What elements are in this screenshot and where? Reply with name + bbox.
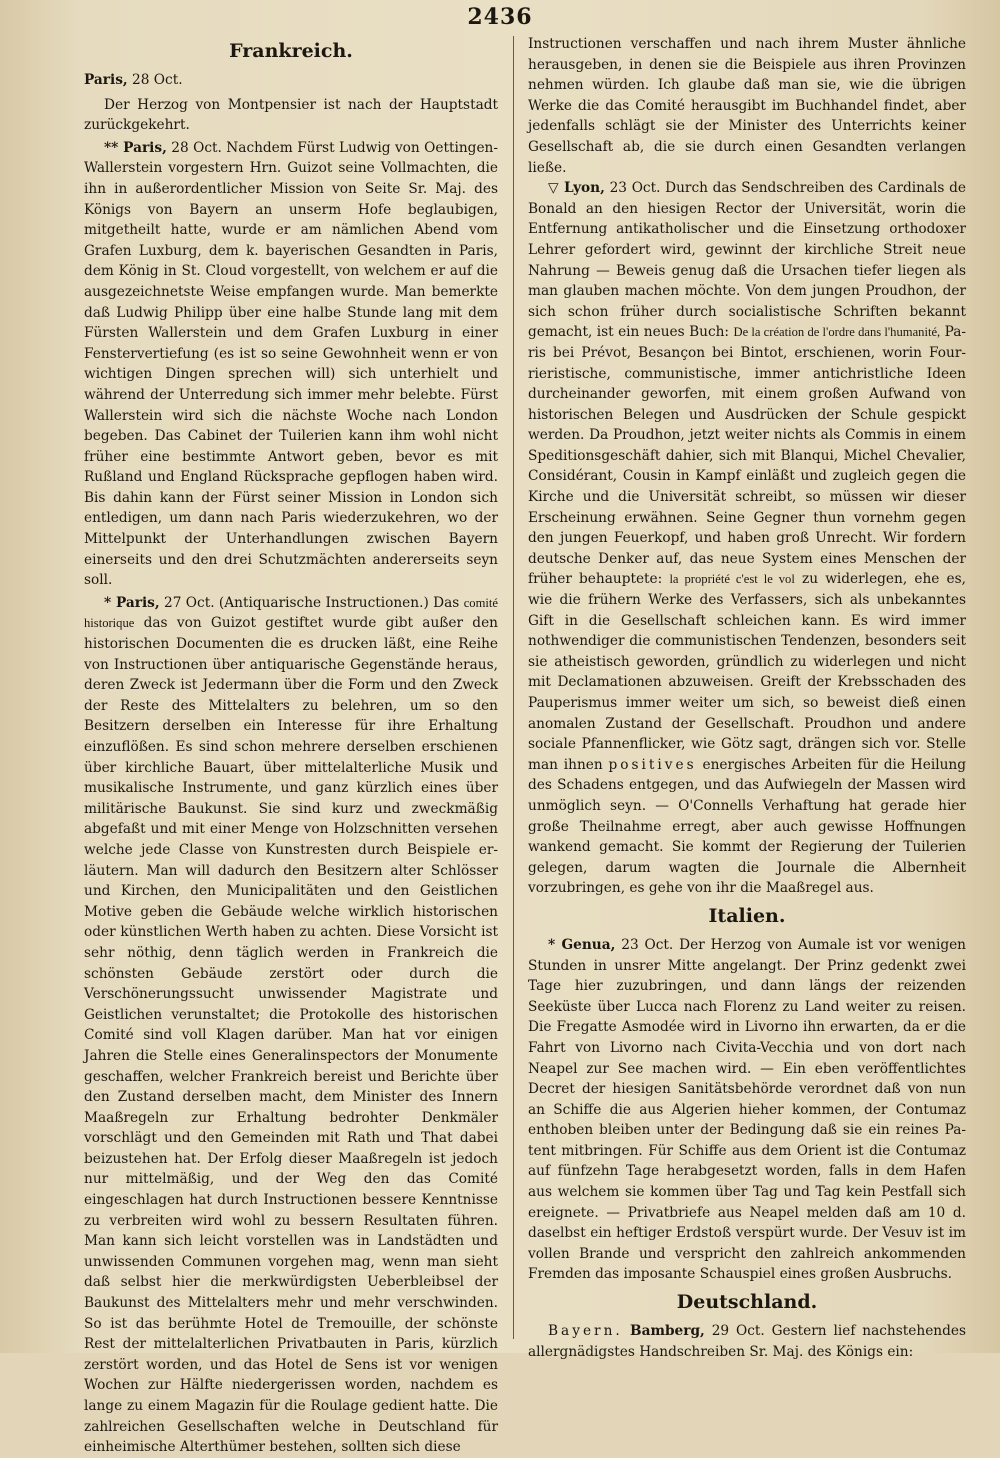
dateline-place: Paris, bbox=[84, 72, 128, 88]
dateline-place: Lyon, bbox=[563, 180, 605, 197]
article-text: energisches Arbeiten für die Heilung des Schadens entgegen, und das Aufwiegeln der Massen wird unmöglich seyn. — O'Connells Verhaftung hat gerade hier große Theilnahme erregt, aber auch gewisse Hoffnungen wankend gemacht. Sie kommt der Regierung der Tuilerien gelegen, darum wagten die Journale die Albernheit vorzubringen, es gehe von ihr die Maaßregel aus. bbox=[528, 756, 966, 897]
section-heading-italien: Italien. bbox=[708, 904, 786, 927]
dateline-date: 28 Oct. bbox=[127, 72, 183, 88]
foreign-phrase: comité historique bbox=[84, 595, 498, 631]
article-text: das von Guizot gestiftet wurde gibt außer den historischen Documenten die es drucken läßt, eine Reihe von Instructionen über antiquarische Gegenstände heraus, deren Zweck ist Jedermann über die Form und den Zweck der Reste des Mittelalters zu belehren, um so den Besitzern derselben ein Interesse für ihre Erhaltung einzuflößen. Es sind schon mehrere derselben erschienen über kirchliche Bauart, über mittelalterliche Musik und musikalische Instrumente, und ganz kürzlich eines über militärische Baukunst. Sie sind kurz und zweckmäßig abgefaßt und mit einer Menge von Holzschnitten versehen welche jede Classe von Kunstresten durch Beispiele erläutern. Man will dadurch den Besitzern alter Schlösser und Kirchen, den Municipalitäten und den Geistlichen Motive geben die Gebäude welche wirklich historischen oder künstlichen Werth haben zu achten. Diese Vorsicht ist sehr nöthig, denn täglich werden in Frankreich die schönsten Gebäude zerstört oder durch die Verschönerungssucht unwissender Magistrate und Geistlichen verunstaltet; die Protokolle des historischen Comité sind voll Klagen darüber. Man hat vor einigen Jahren die Stelle eines Generalinspectors der Monumente geschaffen, welcher Frankreich bereist und Berichte über den Zustand derselben macht, dem Minister des Innern Maaßregeln zur Erhaltung bedrohter Denkmäler vorschlägt und den Gemeinden mit Rath und That dabei beizustehen hat. Der Erfolg dieser Maaßregeln ist jedoch nur mittelmäßig, und der Weg den das Comité eingeschlagen hat durch Instructionen bessere Kenntnisse zu verbreiten wird wohl zu bessern Resultaten führen. Man kann sich leicht vorstellen was in Landstädten und unwissenden Communen vorgehen mag, wenn man sieht daß selbst hier die merkwürdigsten Ueberbleibsel der Baukunst des Mittelalters mehr und mehr verschwinden. So ist das berühmte Hotel de Tremouille, der schönste Rest der mittelalterlichen Privatbauten in Paris, kürzlich zerstört worden, und das Hotel de Sens ist vor wenigen Wochen zur Hälfte niedergerissen worden, nachdem es lange zu einem Magazin für die Roulage gedient hatte. Die zahlreichen Gesellschaften welche in Deutschland für einheimische Alterthümer bestehen, sollten sich diese bbox=[84, 615, 498, 1456]
page-number: 2436 bbox=[467, 4, 533, 30]
article-lyon bbox=[528, 178, 966, 899]
correspondent-marker: ** bbox=[104, 139, 124, 156]
article-text: 23 Oct. Durch das Sendschreiben des Cardinals de Bonald an den hiesigen Rector der Universität, worin die Entfernung antikatholischer und die Einsetzung orthodoxer Lehrer gefordert wird, gewinnt der kirchliche Streit neue Nahrung — Beweis genug daß die Ursachen tiefer liegen als man glauben machen möchte. Von dem jungen Proudhon, der sich schon früher durch socialistische Schriften bekannt gemacht, ist ein neues Buch: bbox=[528, 180, 967, 341]
correspondent-marker: ▽ bbox=[548, 180, 564, 197]
article-bamberg bbox=[528, 1321, 966, 1362]
article-paris-wallerstein bbox=[84, 138, 498, 591]
column-divider bbox=[513, 36, 514, 1339]
article-text: zu widerlegen, ehe es, wie die frühern Werke des Verfassers, sich als unbekanntes Gift in die Gesellschaft schleichen kann. Es wird immer nothwendiger die communistischen Tendenzen, besonders seit sie atheistisch geworden, gründlich zu widerlegen und nicht mit Declamationen abzuweisen. Greift der Krebsschaden des Pauperismus immer weiter um sich, so beweist dieß einen anomalen Zustand der Gesellschaft. Proudhon und andere sociale Pfannenflicker, wie Götz sagt, drängen sich vor. Stelle man ihnen bbox=[528, 571, 967, 773]
article-text: Der Herzog von Montpensier ist nach der Hauptstadt zurückgekehrt. bbox=[84, 96, 498, 134]
dateline-place: Paris, bbox=[115, 594, 160, 611]
article-genua bbox=[528, 935, 966, 1285]
dateline-place: Bamberg, bbox=[622, 1323, 705, 1340]
article-paris-montpensier bbox=[84, 70, 498, 91]
left-column bbox=[84, 34, 498, 1456]
region-label: Bayern. bbox=[548, 1323, 623, 1340]
correspondent-marker: * bbox=[104, 594, 116, 611]
foreign-phrase: De la création de l'ordre dans l'humanité, bbox=[733, 325, 941, 340]
article-text: 27 Oct. (Antiquarische Instructionen.) Das bbox=[159, 594, 464, 611]
article-text: 28 Oct. Nachdem Fürst Ludwig von Oettingen-Wallerstein vorgestern Hrn. Guizot seine Vollmachten, die ihn in außerordentlicher Mission von Seite Sr. Maj. des Königs von Bayern an unserm Hofe beglaubigen, mitgetheilt hatte, wurde er am nämlichen Abend vom Grafen Luxburg, dem k. bayerischen Gesandten in Paris, dem König in St. Cloud vorgestellt, von welchem er auf die ausgezeichnetste Weise empfangen wurde. Man bemerkte daß Ludwig Philipp über eine halbe Stunde lang mit dem Fürsten Wallerstein und dem Grafen Luxburg in einer Fenstervertiefung (es ist so seine Gewohnheit wenn er von wichtigen Dingen sprechen will) sich unterhielt und während der Unterredung sich immer mehr belebte. Fürst Wallerstein wird sich die nächste Woche nach London begeben. Das Cabinet der Tuilerien kann ihm wohl nicht früher eine bestimmte Antwort geben, bevor es mit Rußland und England Rücksprache gepflogen haben wird. Bis dahin kann der Fürst seiner Mission in London sich entledigen, um dann nach Paris wiederzukehren, wo der Mittelpunkt der Unterhandlungen zwischen Bayern einerseits und den drei Schutzmächten andererseits seyn soll. bbox=[84, 139, 498, 589]
foreign-phrase: la propriété c'est le vol bbox=[669, 572, 795, 587]
section-heading-deutschland: Deutschland. bbox=[676, 1291, 818, 1314]
article-text: 23 Oct. Der Herzog von Aumale ist vor wenigen Stunden in unsrer Mitte angelangt. Der Prinz gedenkt zwei Tage hier zuzubringen, und dann längs der reizenden Seeküste über Lucca nach Florenz zu Land weiter zu reisen. Die Fregatte Asmodée wird in Livorno ihn erwarten, da er die Fahrt von Livorno nach Civita-Vecchia und von dort nach Neapel zur See machen wird. — Ein eben veröffentlichtes Decret der hiesigen Sanitätsbehörde verordnet daß von nun an Schiffe die aus Algerien hieher kommen, der Contumaz enthoben bleiben unter der Bedingung daß sie ein reines Patent mitbringen. Für Schiffe aus dem Orient ist die Contumaz auf fünfzehn Tage herabgesetzt worden, falls in dem Hafen aus welchem sie kommen über Tag und Tag kein Pestfall sich ereignete. — Privatbriefe aus Neapel melden daß am 10 d. daselbst ein heftiger Erdstoß verspürt wurde. Der Vesuv ist im vollen Brande und verspricht den zahlreich ankommenden Fremden das imposante Schauspiel eines großen Ausbruchs. bbox=[528, 936, 966, 1283]
dateline-place: Paris, bbox=[123, 139, 167, 156]
right-column bbox=[528, 34, 967, 1360]
article-text: Paris bei Prévot, Besançon bei Bintot, erschienen, worin Fourrieristische, communistische, immer antichristliche Ideen durcheinander geworfen, mit einem großen Aufwand von historischen Belegen und Ausdrücken der Schule gespickt werden. Da Proudhon, jetzt weiter nichts als Commis in einem Speditionsgeschäft dahier, sich mit Blanqui, Michel Chevalier, Considérant, Cousin in Kampf einläßt und zugleich gegen die Kirche und die Universität schreibt, so müssen wir dieser Erscheinung erwähnen. Seine Gegner thun vornehm gegen den jungen Feuerkopf, und haben groß Unrecht. Wir fordern deutsche Denker auf, das neue System eines Menschen der früher behauptete: bbox=[528, 324, 967, 588]
dateline-place: Genua, bbox=[561, 936, 616, 953]
article-continuation: Instructionen verschaffen und nach ihrem Muster ähnliche herausgeben, in denen sie die Beispiele aus ihren Provinzen nehmen würden. Ich glaube daß man sie, wie die übrigen Werke die das Comité herausgibt im Buchhandel findet, aber jedenfalls schlägt sie der Minister des Unterrichts keiner Gesellschaft ab, die sie durch einen Gesandten verlangen ließe. bbox=[528, 36, 966, 176]
article-text: 29 Oct. Gestern lief nachstehendes allergnädigstes Handschreiben Sr. Maj. des Königs ein: bbox=[528, 1323, 966, 1360]
emphasized-word: positives bbox=[608, 756, 697, 773]
article-paris-antiquarian bbox=[84, 593, 498, 1458]
section-heading-frankreich: Frankreich. bbox=[229, 40, 353, 62]
correspondent-marker: * bbox=[548, 936, 562, 953]
